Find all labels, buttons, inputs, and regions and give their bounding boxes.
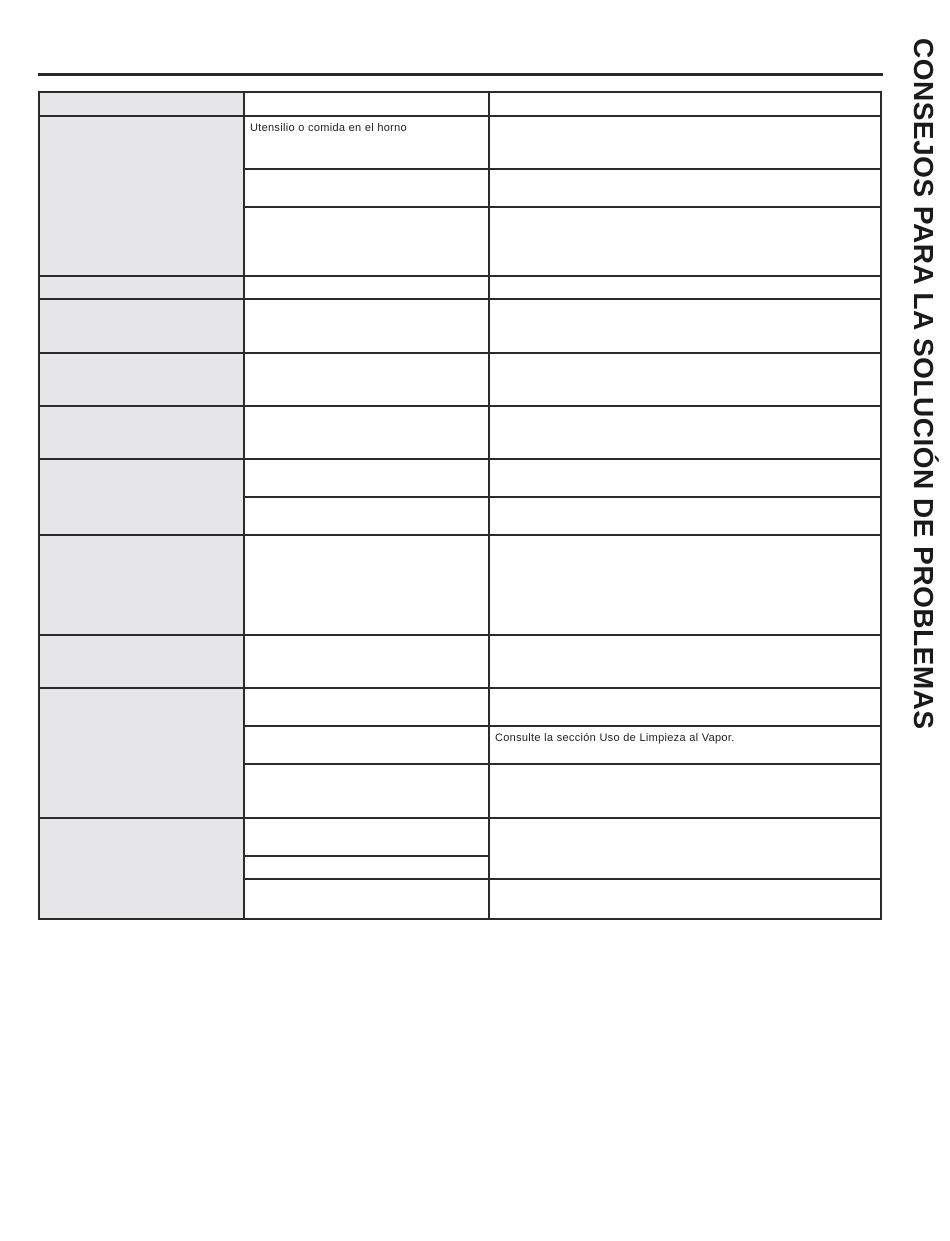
top-rule xyxy=(38,73,883,76)
problem-cell xyxy=(38,634,245,689)
solution-cell xyxy=(488,496,882,536)
cause-cell xyxy=(243,817,490,857)
solution-cell: Consulte la sección Uso de Limpieza al Vapor. xyxy=(488,725,882,765)
problem-cell xyxy=(38,352,245,407)
problem-cell xyxy=(38,298,245,354)
cause-cell xyxy=(243,206,490,277)
page-title: CONSEJOS PARA LA SOLUCIÓN DE PROBLEMAS xyxy=(908,38,939,730)
cause-cell xyxy=(243,275,490,300)
cause-cell: Utensilio o comida en el horno xyxy=(243,115,490,170)
solution-cell xyxy=(488,168,882,208)
solution-cell xyxy=(488,817,882,880)
solution-cell xyxy=(488,352,882,407)
problem-cell xyxy=(38,275,245,300)
problem-cell xyxy=(38,405,245,460)
solution-cell xyxy=(488,298,882,354)
problem-cell xyxy=(38,534,245,636)
problem-cell xyxy=(38,115,245,277)
cause-cell xyxy=(243,878,490,920)
cause-cell xyxy=(243,634,490,689)
problem-cell xyxy=(38,817,245,920)
problem-cell xyxy=(38,458,245,536)
header-problem xyxy=(38,91,245,117)
cause-cell xyxy=(243,534,490,636)
solution-cell xyxy=(488,458,882,498)
cause-cell xyxy=(243,763,490,819)
solution-cell xyxy=(488,634,882,689)
solution-cell xyxy=(488,763,882,819)
cause-cell xyxy=(243,405,490,460)
solution-cell xyxy=(488,115,882,170)
solution-cell xyxy=(488,687,882,727)
solution-cell xyxy=(488,206,882,277)
cause-cell xyxy=(243,352,490,407)
troubleshooting-table xyxy=(38,91,882,920)
cause-cell xyxy=(243,855,490,880)
solution-cell xyxy=(488,878,882,920)
cause-cell xyxy=(243,168,490,208)
cause-cell xyxy=(243,687,490,727)
solution-cell xyxy=(488,275,882,300)
cause-cell xyxy=(243,725,490,765)
cause-cell xyxy=(243,298,490,354)
header-solution xyxy=(488,91,882,117)
solution-cell xyxy=(488,534,882,636)
cause-cell xyxy=(243,496,490,536)
solution-cell xyxy=(488,405,882,460)
problem-cell xyxy=(38,687,245,819)
cause-cell xyxy=(243,458,490,498)
header-cause xyxy=(243,91,490,117)
